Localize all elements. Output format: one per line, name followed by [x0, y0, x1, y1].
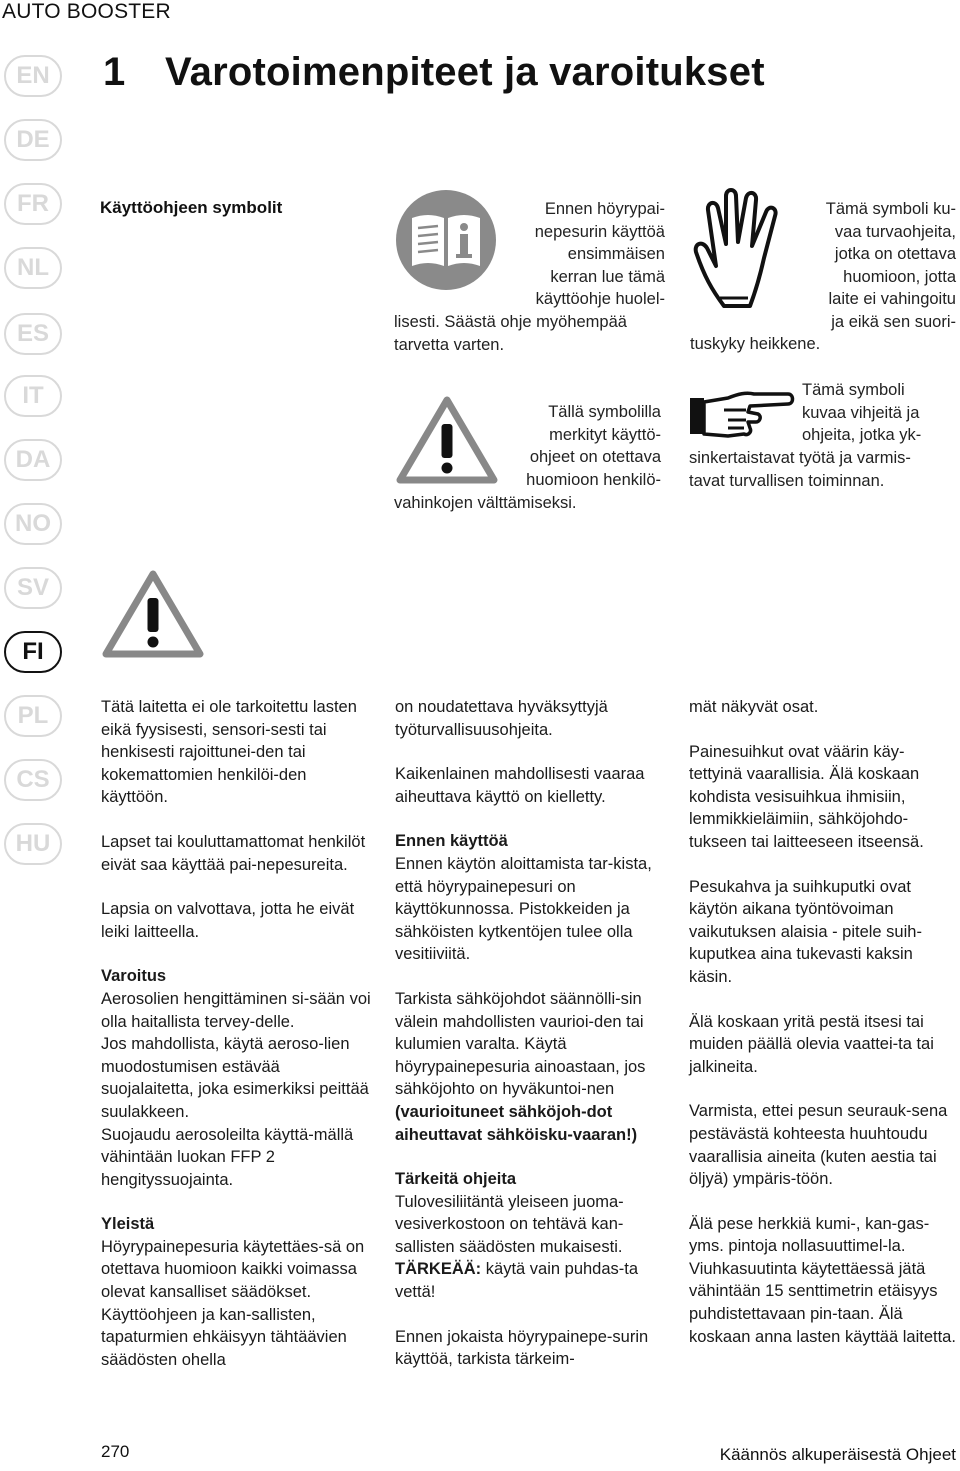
paragraph-text: Tarkista sähköjohdot säännölli-sin välein mahdollisten vaurioi-den tai kulumien varalta. Käytä höyrypainepesuria ainoastaan, jos sähköjohto on hyväkuntoi-nen	[395, 989, 646, 1099]
lang-tab-da[interactable]: DA	[4, 439, 62, 481]
important-label: TÄRKEÄÄ:	[395, 1260, 482, 1279]
lang-tab-pl[interactable]: PL	[4, 695, 62, 737]
text-line: nepesurin käyttöä	[534, 222, 665, 241]
paragraph: mät näkyvät osat.	[689, 698, 819, 716]
text-line: sinkertaistavat työtä ja varmis-	[689, 449, 911, 467]
paragraph: Jos mahdollista, käytä aeroso-lien muodostumisen estävää suojalaitetta, joka esimerkiksi peittää suulakkeen.	[101, 1035, 369, 1121]
lang-tab-es[interactable]: ES	[4, 313, 62, 355]
paragraph: Höyrypainepesuria käytettäes-sä on otettava huomioon kaikki voimassa olevat kansalliset säädökset. Käyttöohjeen ja kan-sallisten, tapaturmien ehkäisyyn tähtäävien säädösten ohella	[101, 1237, 365, 1369]
paragraph: Lapset tai kouluttamattomat henkilöt eivät saa käyttää pai-nepesureita.	[101, 832, 366, 874]
text-line: Tämä symboli ku-	[825, 200, 956, 218]
paragraph: Painesuihkut ovat väärin käy-tettyinä vaarallisia. Älä koskaan kohdista vesisuihkua ihmisiin, lemmikkieläimiin, sähköjohdo-tukseen tai laitteeseen itseensä.	[689, 742, 924, 851]
chapter-heading	[103, 50, 765, 95]
text-line: ensimmäisen	[567, 245, 665, 264]
page-number: 270	[101, 1442, 130, 1461]
text-line: jotka on otettava	[834, 245, 956, 264]
paragraph: Pesukahva ja suihkuputki ovat käytön aikana työntövoiman vaikutuksen alaisia - pitele suih-kuputkea aina tukevasti kaksin käsin.	[689, 877, 922, 986]
paragraph: Ennen jokaista höyrypainepe-surin käyttöä, tarkista tärkeim-	[395, 1327, 649, 1369]
header-title: AUTO BOOSTER	[2, 0, 171, 23]
chapter-title: Varotoimenpiteet ja varoitukset	[165, 50, 765, 94]
stop-hand-icon	[690, 186, 790, 310]
text-line: Ennen höyrypai-	[544, 200, 665, 218]
manual-info-icon	[394, 188, 498, 292]
paragraph: Tätä laitetta ei ole tarkoitettu lasten eikä fyysisesti, sensori-sesti tai henkisesti rajoittunei-den tai kokemattomien henkilöi-den käyttöön.	[101, 698, 357, 807]
paragraph-bold: (vaurioituneet sähköjoh-dot aiheuttavat sähköisku-vaaran!)	[395, 1102, 638, 1144]
paragraph: Kaikenlainen mahdollisesti vaaraa aiheuttava käyttö on kielletty.	[395, 765, 645, 806]
text-line: tavat turvallisen toiminnan.	[689, 471, 885, 490]
hand-symbol-text-bottom	[690, 333, 890, 356]
paragraph: on noudatettava hyväksyttyjä työturvallisuusohjeita.	[395, 698, 608, 739]
paragraph: Aerosolien hengittäminen si-sään voi olla haitallista tervey-delle.	[101, 989, 371, 1031]
lang-tab-nl[interactable]: NL	[4, 247, 62, 289]
text-line: käyttöohje huolel-	[535, 290, 665, 309]
paragraph	[395, 1258, 665, 1303]
paragraph: Älä pese herkkiä kumi-, kan-gas- yms. pintoja nollasuuttimel-la. Viuhkasuutinta käytettäessä jätä vähintään 15 senttimetrin etäisyys puhdistettavaan pin-taan. Älä koskaan anna lasten käyttää laitetta.	[689, 1214, 956, 1346]
warning-triangle-icon	[394, 394, 500, 486]
chapter-number: 1	[103, 50, 126, 94]
text-line: huomioon henkilö-	[526, 470, 661, 489]
pointing-symbol-text-bottom	[689, 447, 959, 492]
section-heading-yleista: Yleistä	[101, 1215, 155, 1234]
warning-triangle-icon	[100, 568, 206, 660]
text-line: huomioon, jotta	[843, 267, 956, 286]
text-line: kuvaa vihjeitä ja	[802, 403, 920, 422]
text-line: merkityt käyttö-	[549, 425, 661, 444]
text-line: Tämä symboli	[802, 381, 905, 399]
column-1	[101, 696, 377, 1393]
symbols-heading: Käyttöohjeen symbolit	[100, 198, 283, 217]
column-3	[689, 696, 957, 1370]
lang-tab-no[interactable]: NO	[4, 503, 62, 545]
warning-symbol-text-bottom	[394, 492, 674, 515]
paragraph: Varmista, ettei pesun seurauk-sena pestävästä kohteesta huuhtoudu vaarallisia aineita (kuten aestia tai öljyä) ympäris-töön.	[689, 1102, 948, 1189]
section-heading-tarkeita: Tärkeitä ohjeita	[395, 1170, 517, 1189]
text-line: ohjeita, jotka yk-	[802, 426, 922, 445]
lang-tab-fr[interactable]: FR	[4, 183, 62, 225]
paragraph: Tulovesiliitäntä yleiseen juoma-vesiverkostoon on tehtävä kan-sallisten säädösten mukaisesti.	[395, 1192, 624, 1256]
lang-tab-sv[interactable]: SV	[4, 567, 62, 609]
text-line: Tällä symbolilla	[548, 403, 661, 421]
warning-symbol-text-top	[505, 401, 661, 491]
lang-tab-it[interactable]: IT	[4, 375, 62, 417]
paragraph-text: käytä vain puhdas-ta vettä!	[395, 1260, 639, 1302]
manual-symbol-text-bottom	[394, 311, 674, 356]
paragraph: Lapsia on valvottava, jotta he eivät leiki laitteella.	[101, 900, 355, 941]
section-heading-ennen: Ennen käyttöä	[395, 832, 508, 851]
lang-tab-cs[interactable]: CS	[4, 759, 62, 801]
paragraph	[395, 988, 665, 1146]
text-line: laite ei vahingoitu	[828, 290, 956, 309]
pointing-hand-icon	[688, 388, 796, 442]
section-heading-varoitus: Varoitus	[101, 967, 167, 986]
paragraph: Suojaudu aerosoleilta käyttä-mällä vähintään luokan FFP 2 hengityssuojainta.	[101, 1125, 354, 1189]
paragraph: Ennen käytön aloittamista tar-kista, että höyrypainepesuri on käyttökunnossa. Pistokkeiden ja sähköisten kytkentöjen tulee olla vesitiiviitä.	[395, 854, 652, 964]
lang-tab-de[interactable]: DE	[4, 119, 62, 161]
lang-tab-fi[interactable]: FI	[4, 631, 62, 673]
text-line: ohjeet on otettava	[529, 448, 661, 467]
text-line: vaa turvaohjeita,	[834, 222, 956, 241]
text-line: ja eikä sen suori-	[831, 312, 956, 331]
hand-symbol-text-top	[800, 198, 956, 334]
text-line: lisesti. Säästä ohje myöhempää	[394, 313, 627, 331]
paragraph: Älä koskaan yritä pestä itsesi tai muiden päällä olevia vaattei-ta tai jalkineita.	[689, 1012, 934, 1076]
text-line: tarvetta varten.	[394, 335, 505, 354]
lang-tab-hu[interactable]: HU	[4, 823, 62, 865]
manual-symbol-text-top	[505, 198, 665, 311]
text-line: vahinkojen välttämiseksi.	[394, 494, 577, 512]
lang-tab-en[interactable]: EN	[4, 55, 62, 97]
text-line: tuskyky heikkene.	[690, 335, 821, 353]
column-2	[395, 696, 665, 1393]
footer-note: Käännös alkuperäisestä Ohjeet	[719, 1445, 956, 1464]
pointing-symbol-text-top	[802, 379, 960, 447]
text-line: kerran lue tämä	[550, 267, 665, 286]
